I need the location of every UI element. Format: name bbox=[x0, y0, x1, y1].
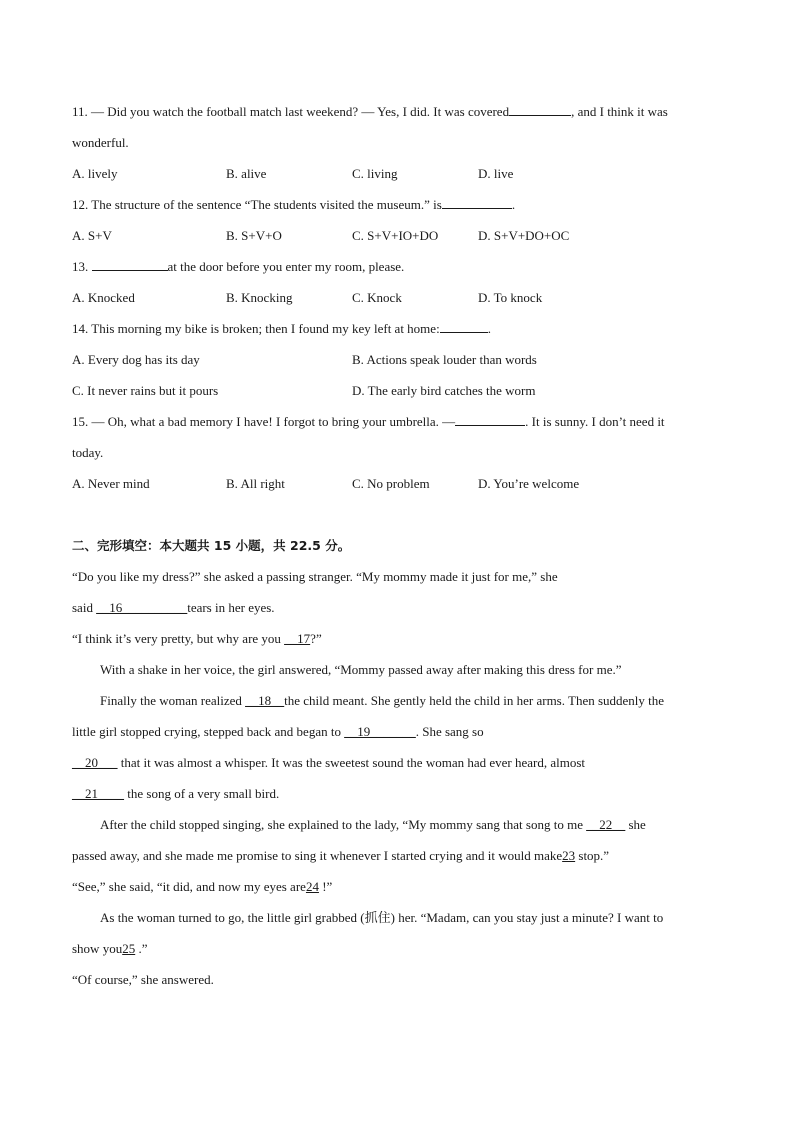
cloze-blank-23[interactable]: 23 bbox=[562, 848, 576, 863]
passage-text: “Of course,” she answered. bbox=[72, 972, 214, 987]
option-a[interactable]: A. lively bbox=[72, 166, 118, 181]
question-11-stem-cont bbox=[72, 127, 722, 158]
option-a[interactable]: A. S+V bbox=[72, 228, 112, 243]
question-14-options-row2 bbox=[72, 375, 722, 406]
cloze-blank-24[interactable]: 24 bbox=[305, 879, 319, 894]
answer-blank[interactable] bbox=[92, 256, 168, 271]
cloze-blank-16[interactable]: __16__________ bbox=[96, 600, 188, 615]
option-c[interactable]: C. Knock bbox=[352, 290, 402, 305]
passage-text: .” bbox=[135, 941, 148, 956]
passage-text: “Do you like my dress?” she asked a passing stranger. “My mommy made it just for me,” she bbox=[72, 569, 558, 584]
heading-question-count: 15 bbox=[213, 538, 232, 553]
passage-text: passed away, and she made me promise to sing it whenever I started crying and it would make bbox=[72, 848, 563, 863]
option-b[interactable]: B. S+V+O bbox=[226, 228, 282, 243]
cloze-blank-19[interactable]: __19_______ bbox=[344, 724, 416, 739]
passage-line bbox=[72, 716, 722, 747]
question-14-text-cont: . bbox=[487, 321, 491, 336]
option-d[interactable]: D. live bbox=[478, 166, 514, 181]
exam-page bbox=[72, 96, 722, 995]
question-14-stem bbox=[72, 313, 722, 344]
question-12-options bbox=[72, 220, 722, 251]
passage-text: Finally the woman realized bbox=[100, 693, 246, 708]
passage-line bbox=[72, 933, 722, 964]
answer-blank[interactable] bbox=[442, 194, 512, 209]
question-15-stem bbox=[72, 406, 722, 437]
question-14-text: 14. This morning my bike is broken; then I found my key left at home: bbox=[72, 321, 440, 336]
option-c[interactable]: C. It never rains but it pours bbox=[72, 383, 219, 398]
question-13-options bbox=[72, 282, 722, 313]
option-c[interactable]: C. living bbox=[352, 166, 398, 181]
passage-line bbox=[72, 592, 722, 623]
passage-text: she bbox=[625, 817, 646, 832]
passage-text: the child meant. She gently held the child in her arms. Then suddenly the bbox=[284, 693, 665, 708]
question-15-text-cont: . It is sunny. I don’t need it bbox=[525, 414, 665, 429]
question-11-stem bbox=[72, 96, 722, 127]
question-11-options bbox=[72, 158, 722, 189]
question-13-number: 13. bbox=[72, 259, 92, 274]
passage-text: little girl stopped crying, stepped back and began to bbox=[72, 724, 345, 739]
question-13-text: at the door before you enter my room, please. bbox=[167, 259, 405, 274]
option-d[interactable]: D. To knock bbox=[478, 290, 543, 305]
passage-line bbox=[72, 654, 722, 685]
option-c[interactable]: C. S+V+IO+DO bbox=[352, 228, 439, 243]
heading-part: 小题，共 bbox=[235, 538, 286, 553]
passage-line bbox=[72, 561, 722, 592]
option-b[interactable]: B. Actions speak louder than words bbox=[352, 352, 537, 367]
question-11-text-end: wonderful. bbox=[72, 135, 129, 150]
passage-line bbox=[72, 778, 722, 809]
option-a[interactable]: A. Knocked bbox=[72, 290, 135, 305]
passage-line bbox=[72, 685, 722, 716]
cloze-blank-21[interactable]: __21____ bbox=[72, 786, 124, 801]
passage-text: . She sang so bbox=[415, 724, 484, 739]
passage-line bbox=[72, 840, 722, 871]
option-a[interactable]: A. Never mind bbox=[72, 476, 150, 491]
question-15-text: 15. — Oh, what a bad memory I have! I forgot to bring your umbrella. — bbox=[72, 414, 456, 429]
option-b[interactable]: B. All right bbox=[226, 476, 285, 491]
answer-blank[interactable] bbox=[509, 101, 571, 116]
cloze-blank-22[interactable]: __22__ bbox=[586, 817, 626, 832]
passage-text: “I think it’s very pretty, but why are you bbox=[72, 631, 285, 646]
cloze-blank-18[interactable]: __18__ bbox=[245, 693, 285, 708]
option-a[interactable]: A. Every dog has its day bbox=[72, 352, 200, 367]
passage-text: After the child stopped singing, she explained to the lady, “My mommy sang that song to me bbox=[100, 817, 587, 832]
cloze-blank-25[interactable]: 25 bbox=[122, 941, 136, 956]
question-15-options bbox=[72, 468, 722, 499]
question-13-stem bbox=[72, 251, 722, 282]
question-11-text: 11. — Did you watch the football match last weekend? — Yes, I did. It was covered bbox=[72, 104, 510, 119]
question-12-stem bbox=[72, 189, 722, 220]
passage-text: that it was almost a whisper. It was the sweetest sound the woman had ever heard, almost bbox=[117, 755, 586, 770]
answer-blank[interactable] bbox=[455, 411, 525, 426]
cloze-blank-20[interactable]: __20___ bbox=[72, 755, 118, 770]
option-d[interactable]: D. You’re welcome bbox=[478, 476, 580, 491]
option-b[interactable]: B. Knocking bbox=[226, 290, 293, 305]
option-d[interactable]: D. S+V+DO+OC bbox=[478, 228, 570, 243]
heading-part: 分。 bbox=[325, 538, 351, 553]
question-15-stem-cont bbox=[72, 437, 722, 468]
answer-blank[interactable] bbox=[440, 318, 488, 333]
question-11-text-cont: , and I think it was bbox=[571, 104, 668, 119]
heading-part: 二、完形填空：本大题共 bbox=[72, 538, 210, 553]
heading-score: 22.5 bbox=[290, 538, 321, 553]
question-12-text-cont: . bbox=[511, 197, 516, 212]
passage-line bbox=[72, 902, 722, 933]
option-b[interactable]: B. alive bbox=[226, 166, 267, 181]
passage-line bbox=[72, 964, 722, 995]
passage-line bbox=[72, 809, 722, 840]
passage-text: With a shake in her voice, the girl answered, “Mommy passed away after making this dress for me.” bbox=[100, 662, 622, 677]
question-12-text: 12. The structure of the sentence “The students visited the museum.” is bbox=[72, 197, 442, 212]
passage-text: tears in her eyes. bbox=[187, 600, 275, 615]
option-d[interactable]: D. The early bird catches the worm bbox=[352, 383, 536, 398]
passage-text: ?” bbox=[310, 631, 322, 646]
passage-line bbox=[72, 623, 722, 654]
passage-text: said bbox=[72, 600, 97, 615]
section-2-heading bbox=[72, 530, 722, 561]
question-15-text-end: today. bbox=[72, 445, 104, 460]
passage-text: stop.” bbox=[575, 848, 610, 863]
passage-text: As the woman turned to go, the little girl grabbed (抓住) her. “Madam, can you stay just a minute? I want to bbox=[100, 910, 664, 925]
question-14-options-row1 bbox=[72, 344, 722, 375]
passage-text: “See,” she said, “it did, and now my eyes are bbox=[72, 879, 306, 894]
passage-line bbox=[72, 871, 722, 902]
passage-text: the song of a very small bird. bbox=[124, 786, 280, 801]
option-c[interactable]: C. No problem bbox=[352, 476, 430, 491]
passage-text: !” bbox=[318, 879, 333, 894]
cloze-blank-17[interactable]: __17 bbox=[284, 631, 311, 646]
passage-text: show you bbox=[72, 941, 123, 956]
section-spacer bbox=[72, 499, 722, 530]
passage-line bbox=[72, 747, 722, 778]
